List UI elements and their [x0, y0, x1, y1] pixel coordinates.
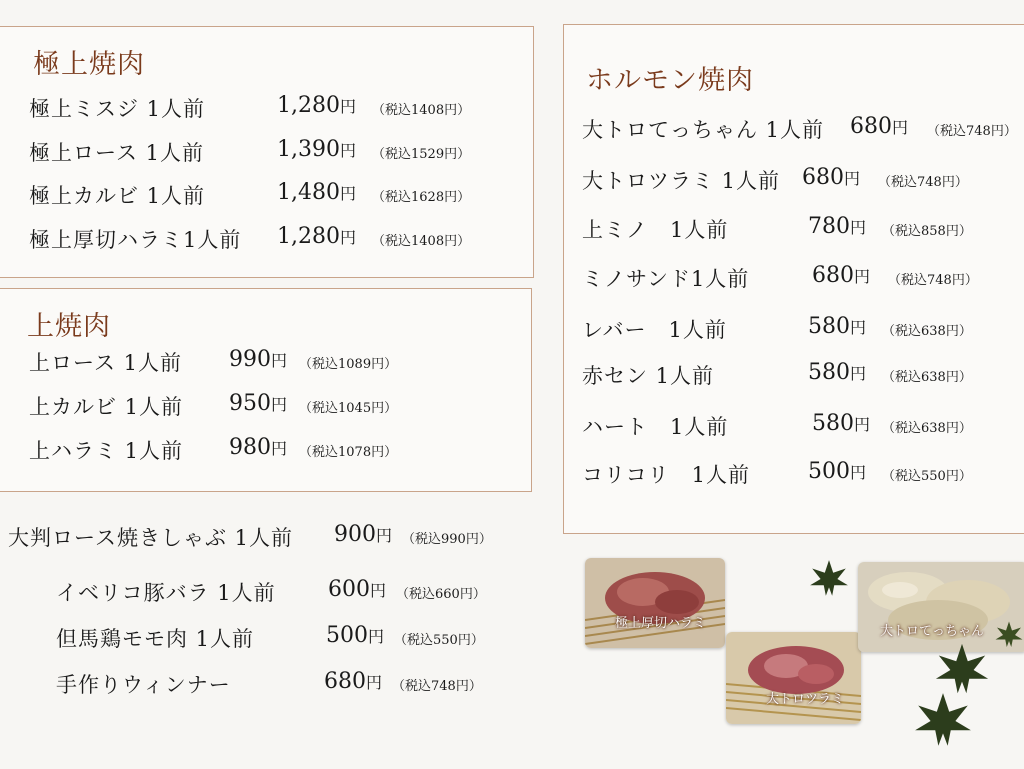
- item-tax-price: （税込1408円）: [372, 103, 471, 118]
- item-name: 大トロツラミ 1人前: [582, 169, 781, 193]
- item-price: 990円: [229, 347, 288, 372]
- menu-item: [29, 391, 519, 427]
- menu-item: [29, 180, 519, 216]
- item-name: 上ロース 1人前: [29, 351, 182, 375]
- item-price: 600円: [328, 577, 387, 602]
- item-name: 極上カルビ 1人前: [29, 184, 206, 208]
- item-price: 680円: [812, 263, 871, 288]
- photo-tsurami: [726, 632, 861, 724]
- menu-item: [56, 669, 526, 705]
- item-tax-price: （税込748円）: [392, 679, 482, 694]
- item-name: イベリコ豚バラ 1人前: [56, 581, 276, 605]
- item-price: 900円: [334, 522, 393, 547]
- item-name: 手作りウィンナー: [56, 673, 231, 697]
- menu-item: [56, 623, 526, 659]
- item-tax-price: （税込638円）: [882, 370, 972, 385]
- item-name: 但馬鶏モモ肉 1人前: [56, 627, 255, 651]
- item-price: 500円: [808, 459, 867, 484]
- photo-caption: 大トロてっちゃん: [880, 624, 985, 639]
- menu-item: [29, 224, 519, 260]
- item-price: 500円: [326, 623, 385, 648]
- item-name: ミノサンド1人前: [582, 267, 750, 291]
- item-tax-price: （税込1628円）: [372, 190, 471, 205]
- item-tax-price: （税込1408円）: [372, 234, 471, 249]
- menu-item: [582, 360, 1024, 396]
- menu-item: [582, 114, 1024, 150]
- item-name: 赤セン 1人前: [582, 364, 715, 388]
- photo-caption: 極上厚切ハラミ: [615, 616, 707, 631]
- menu-item: [56, 577, 526, 613]
- item-name: 大トロてっちゃん 1人前: [582, 118, 825, 142]
- item-name: ハート 1人前: [582, 415, 729, 439]
- photo-harami: [585, 558, 725, 648]
- menu-item: [582, 411, 1024, 447]
- menu-item: [582, 314, 1024, 350]
- item-tax-price: （税込638円）: [882, 421, 972, 436]
- item-price: 1,280円: [277, 224, 356, 249]
- item-tax-price: （税込1045円）: [299, 401, 398, 416]
- section-title-premium: 極上焼肉: [33, 49, 145, 80]
- item-name: 上ミノ 1人前: [582, 218, 729, 242]
- section-title-standard: 上焼肉: [27, 311, 111, 342]
- item-tax-price: （税込748円）: [888, 273, 978, 288]
- item-tax-price: （税込550円）: [394, 633, 484, 648]
- item-name: コリコリ 1人前: [582, 463, 750, 487]
- menu-item: [29, 93, 519, 129]
- item-tax-price: （税込1089円）: [299, 357, 398, 372]
- menu-item: [582, 263, 1024, 299]
- maple-leaf-icon: [808, 558, 850, 600]
- menu-section-premium: [0, 26, 534, 278]
- maple-leaf-icon: [912, 690, 974, 752]
- item-price: 980円: [229, 435, 288, 460]
- item-price: 780円: [808, 214, 867, 239]
- item-price: 1,390円: [277, 137, 356, 162]
- item-name: 大判ロース焼きしゃぶ 1人前: [8, 526, 293, 550]
- item-price: 680円: [850, 114, 909, 139]
- item-price: 580円: [808, 314, 867, 339]
- item-tax-price: （税込550円）: [882, 469, 972, 484]
- item-name: 上ハラミ 1人前: [29, 439, 184, 463]
- item-price: 580円: [812, 411, 871, 436]
- item-name: 上カルビ 1人前: [29, 395, 184, 419]
- menu-item: [582, 214, 1024, 250]
- item-price: 680円: [802, 165, 861, 190]
- menu-item: [29, 347, 519, 383]
- item-name: レバー 1人前: [582, 318, 727, 342]
- menu-item: [29, 435, 519, 471]
- item-price: 950円: [229, 391, 288, 416]
- menu-section-standard: [0, 288, 532, 492]
- item-price: 1,480円: [277, 180, 356, 205]
- item-price: 1,280円: [277, 93, 356, 118]
- menu-section-offal: [563, 24, 1024, 534]
- section-title-offal: ホルモン焼肉: [586, 65, 754, 96]
- menu-item: [8, 522, 528, 558]
- menu-item: [582, 165, 1024, 201]
- item-price: 580円: [808, 360, 867, 385]
- item-tax-price: （税込748円）: [878, 175, 968, 190]
- item-tax-price: （税込1529円）: [372, 147, 471, 162]
- item-name: 極上ロース 1人前: [29, 141, 204, 165]
- item-price: 680円: [324, 669, 383, 694]
- item-tax-price: （税込638円）: [882, 324, 972, 339]
- item-tax-price: （税込990円）: [402, 532, 492, 547]
- item-name: 極上ミスジ 1人前: [29, 97, 206, 121]
- item-tax-price: （税込748円）: [927, 124, 1017, 139]
- item-tax-price: （税込1078円）: [299, 445, 398, 460]
- item-tax-price: （税込858円）: [882, 224, 972, 239]
- photo-caption: 大トロツラミ: [766, 692, 845, 707]
- maple-leaf-icon: [994, 612, 1024, 658]
- item-tax-price: （税込660円）: [396, 587, 486, 602]
- menu-item: [29, 137, 519, 173]
- item-name: 極上厚切ハラミ1人前: [29, 228, 242, 252]
- menu-item: [582, 459, 1024, 495]
